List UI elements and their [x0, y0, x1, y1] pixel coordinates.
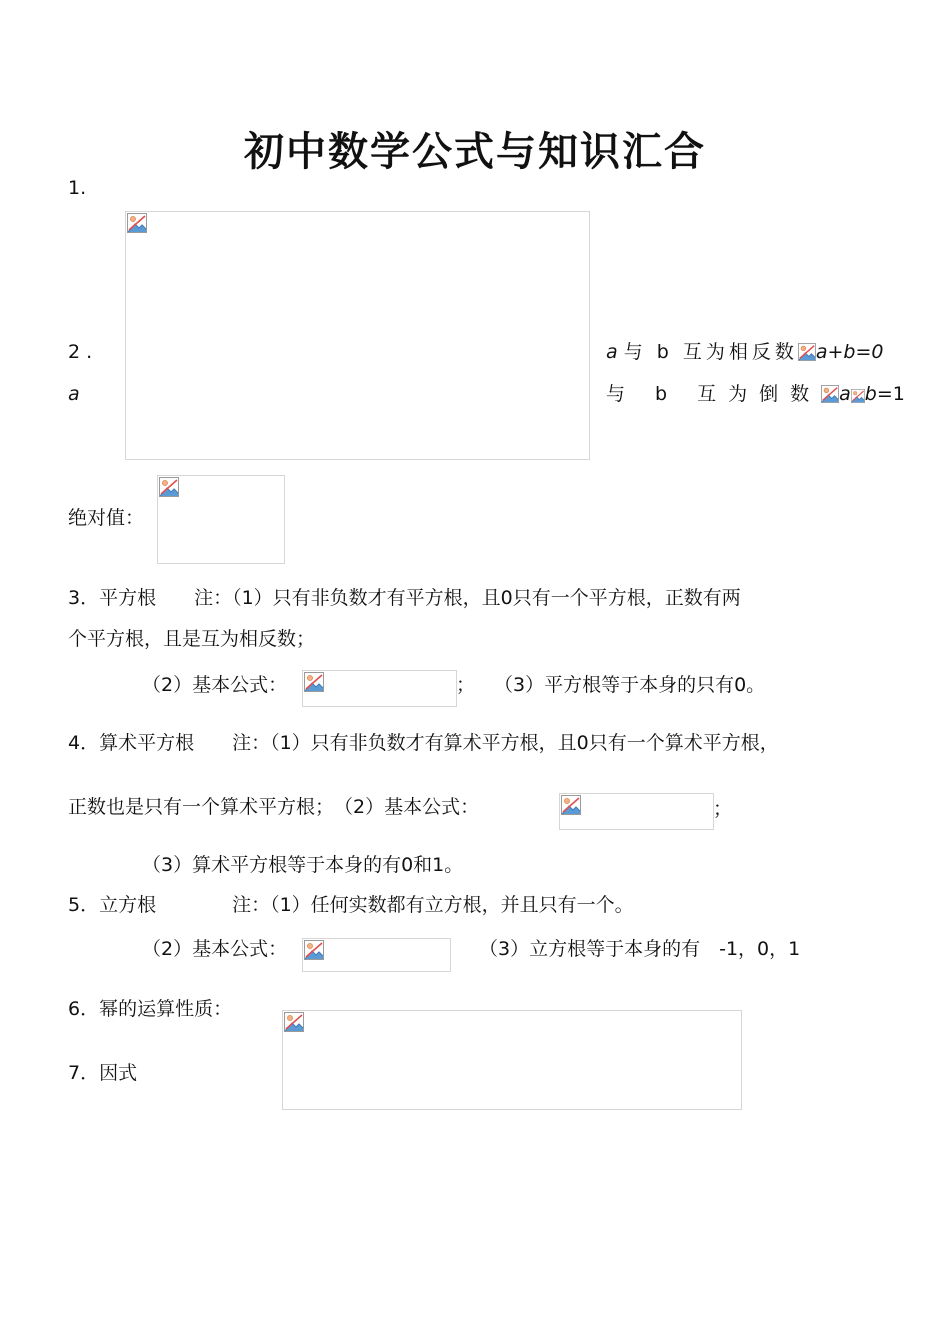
- item-4-note-3: （3）算术平方根等于本身的有0和1。: [142, 854, 464, 876]
- item-4-separator: ；: [713, 798, 733, 820]
- broken-image-icon: [127, 213, 147, 233]
- item-2-variable-a: a: [68, 383, 80, 405]
- broken-image-icon: [304, 672, 324, 692]
- var-b: b: [864, 383, 877, 405]
- item-4-line-2: 正数也是只有一个算术平方根； （2）基本公式：: [68, 796, 480, 818]
- item-3-line-1: 3．平方根 注：（1）只有非负数才有平方根，且0只有一个平方根，正数有两: [68, 587, 741, 609]
- arithmetic-root-formula-image: [559, 793, 714, 830]
- item-3-formula-label: （2）基本公式：: [142, 674, 288, 696]
- var-a: a: [606, 341, 618, 363]
- item-4-line-1: 4．算术平方根 注：（1）只有非负数才有算术平方根，且0只有一个算术平方根，: [68, 732, 779, 754]
- item-5-line-1: 5．立方根 注：（1）任何实数都有立方根，并且只有一个。: [68, 894, 634, 916]
- opposite-number-line: [606, 340, 883, 364]
- opposite-equation: a+b=0: [815, 341, 884, 363]
- formula-image: [125, 211, 590, 460]
- square-root-formula-image: [302, 670, 457, 707]
- var-a: a: [839, 383, 851, 405]
- item-3-separator: ；: [456, 674, 476, 696]
- broken-image-icon: [821, 385, 839, 403]
- item-6-label: 6．幂的运算性质：: [68, 998, 233, 1020]
- broken-image-icon: [561, 795, 581, 815]
- reciprocal-line: [606, 382, 905, 406]
- broken-image-icon: [159, 477, 179, 497]
- absolute-value-label: 绝对值：: [68, 507, 145, 529]
- item-1-number: 1.: [68, 177, 87, 199]
- item-5-note-3: （3）立方根等于本身的有 -1，0，1: [479, 938, 801, 960]
- item-7-label: 7．因式: [68, 1062, 138, 1084]
- reciprocal-equation: =1: [876, 383, 905, 405]
- broken-image-icon: [284, 1012, 304, 1032]
- item-3-note-3: （3）平方根等于本身的只有0。: [494, 674, 766, 696]
- power-rules-image: [282, 1010, 742, 1110]
- broken-image-icon: [798, 343, 816, 361]
- reciprocal-text: 与 b 互为倒数: [606, 383, 822, 405]
- broken-image-icon: [304, 940, 324, 960]
- opposite-text: 与 b 互为相反数: [623, 341, 798, 363]
- absolute-value-image: [157, 475, 285, 564]
- page-title: 初中数学公式与知识汇合: [244, 128, 706, 175]
- item-2-number: 2 .: [68, 341, 93, 363]
- broken-image-icon: [851, 389, 865, 403]
- cube-root-formula-image: [302, 938, 451, 972]
- item-5-formula-label: （2）基本公式：: [142, 938, 288, 960]
- item-3-line-2: 个平方根，且是互为相反数；: [68, 628, 316, 650]
